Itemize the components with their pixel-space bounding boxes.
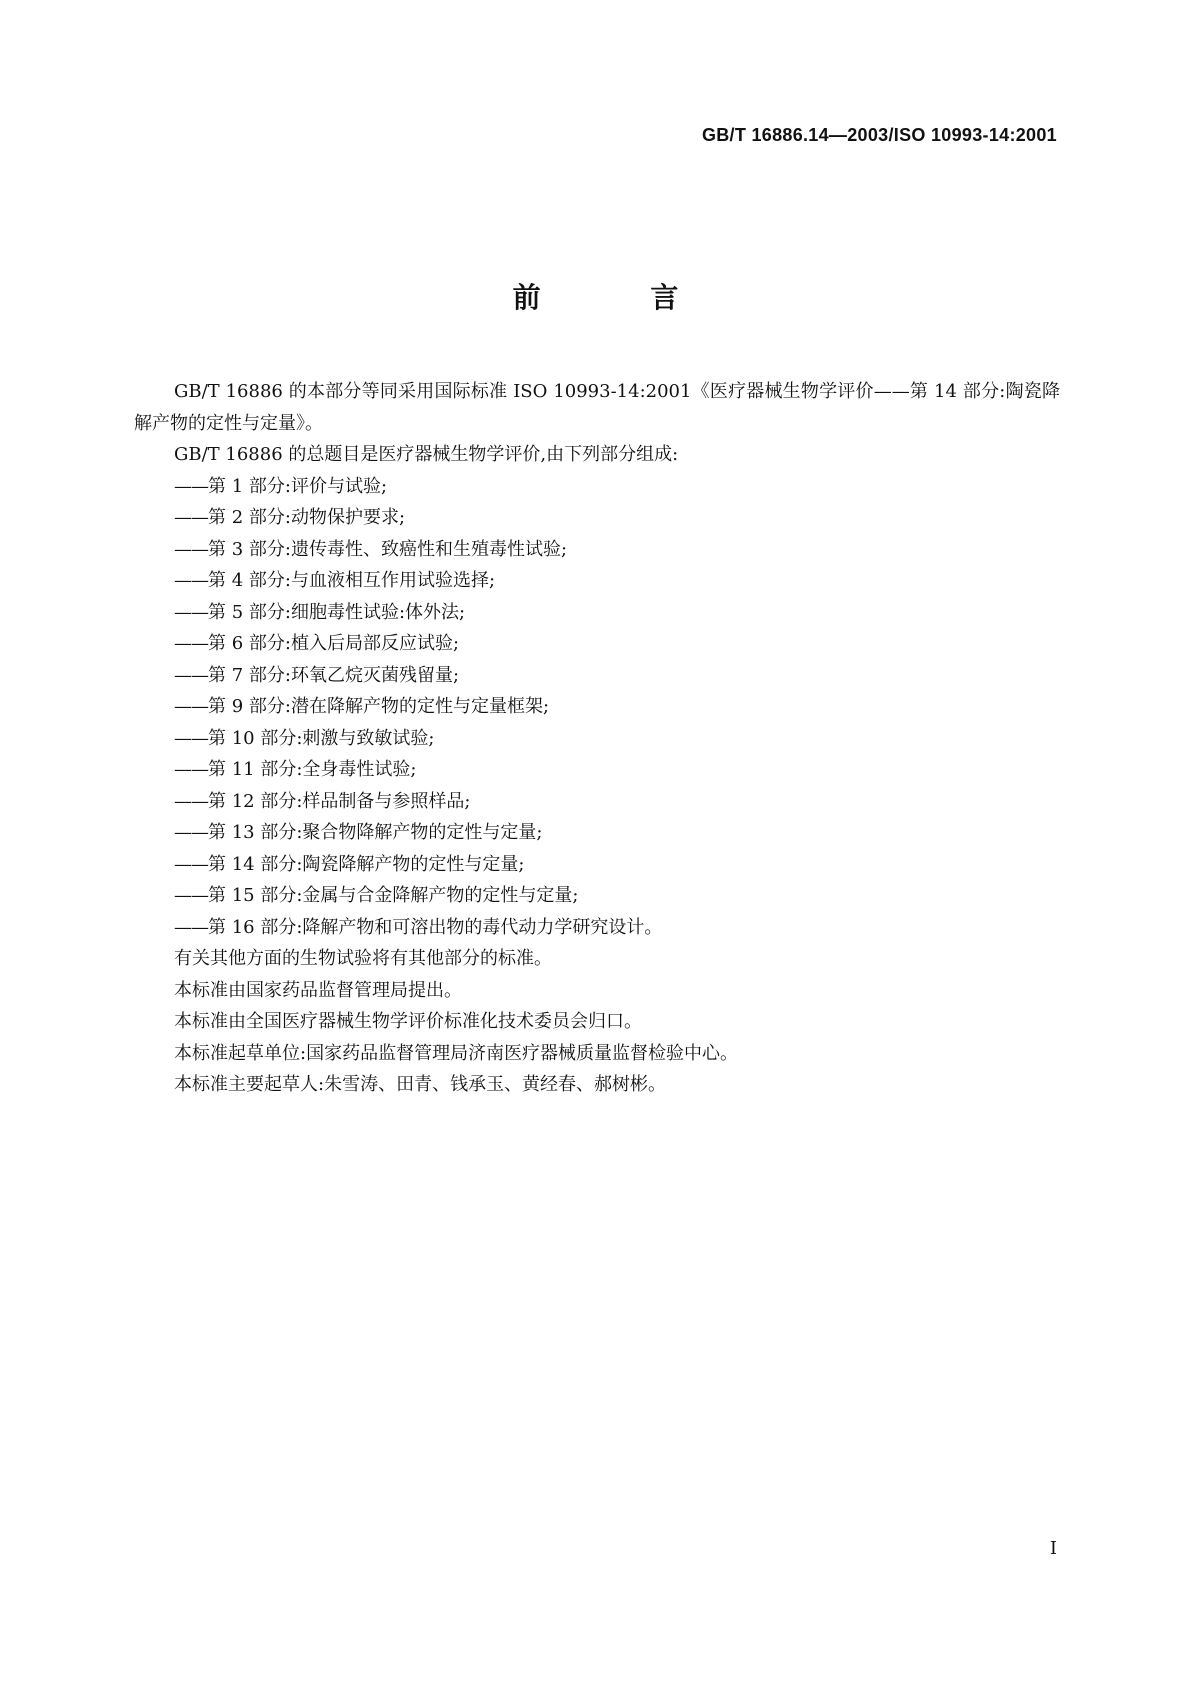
closing-paragraph-drafting-unit: 本标准起草单位:国家药品监督管理局济南医疗器械质量监督检验中心。	[174, 1042, 739, 1064]
closing-paragraph-proposer: 本标准由国家药品监督管理局提出。	[174, 979, 462, 1001]
parts-list	[134, 471, 1060, 944]
list-item: ——第 2 部分:动物保护要求;	[134, 502, 1060, 534]
intro-paragraph-composition: GB/T 16886 的总题目是医疗器械生物学评价,由下列部分组成:	[174, 444, 679, 465]
list-item: ——第 3 部分:遗传毒性、致癌性和生殖毒性试验;	[134, 534, 1060, 566]
list-item: ——第 1 部分:评价与试验;	[134, 471, 1060, 503]
list-dash: ——	[174, 633, 208, 654]
list-item: ——第 16 部分:降解产物和可溶出物的毒代动力学研究设计。	[134, 912, 1060, 944]
list-dash: ——	[174, 853, 208, 875]
document-body	[134, 376, 1060, 1101]
list-item: ——第 14 部分:陶瓷降解产物的定性与定量;	[134, 849, 1060, 881]
list-item: ——第 10 部分:刺激与致敏试验;	[134, 723, 1060, 755]
list-dash: ——	[174, 790, 208, 812]
list-dash: ——	[174, 570, 208, 591]
list-item: ——第 11 部分:全身毒性试验;	[134, 754, 1060, 786]
list-dash: ——	[174, 759, 208, 780]
list-dash: ——	[174, 822, 208, 843]
intro-paragraph-adoption: GB/T 16886 的本部分等同采用国际标准 ISO 10993-14:2001《医疗器械生物学评价——第 14 部分:陶瓷降解产物的定性与定量》。	[134, 381, 1060, 434]
page-title: 前 言	[512, 281, 729, 314]
closing-paragraph-drafters: 本标准主要起草人:朱雪涛、田青、钱承玉、黄经春、郝树彬。	[174, 1074, 667, 1095]
list-dash: ——	[174, 664, 208, 686]
list-dash: ——	[174, 538, 208, 560]
list-item: ——第 15 部分:金属与合金降解产物的定性与定量;	[134, 880, 1060, 912]
page-number: I	[1049, 1538, 1057, 1559]
closing-paragraph-committee: 本标准由全国医疗器械生物学评价标准化技术委员会归口。	[174, 1011, 642, 1032]
list-dash: ——	[174, 475, 208, 497]
list-item: ——第 7 部分:环氧乙烷灭菌残留量;	[134, 660, 1060, 692]
list-item: ——第 13 部分:聚合物降解产物的定性与定量;	[134, 817, 1060, 849]
list-item: ——第 4 部分:与血液相互作用试验选择;	[134, 565, 1060, 597]
closing-paragraph-other-tests: 有关其他方面的生物试验将有其他部分的标准。	[174, 948, 552, 969]
list-dash: ——	[174, 696, 208, 717]
standard-code: GB/T 16886.14—2003/ISO 10993-14:2001	[701, 125, 1057, 145]
list-item: ——第 5 部分:细胞毒性试验:体外法;	[134, 597, 1060, 629]
list-item: ——第 9 部分:潜在降解产物的定性与定量框架;	[134, 691, 1060, 723]
list-dash: ——	[174, 885, 208, 906]
list-dash: ——	[174, 727, 208, 749]
list-item: ——第 12 部分:样品制备与参照样品;	[134, 786, 1060, 818]
list-dash: ——	[174, 601, 208, 623]
list-item: ——第 6 部分:植入后局部反应试验;	[134, 628, 1060, 660]
list-dash: ——	[174, 916, 208, 938]
list-dash: ——	[174, 507, 208, 528]
